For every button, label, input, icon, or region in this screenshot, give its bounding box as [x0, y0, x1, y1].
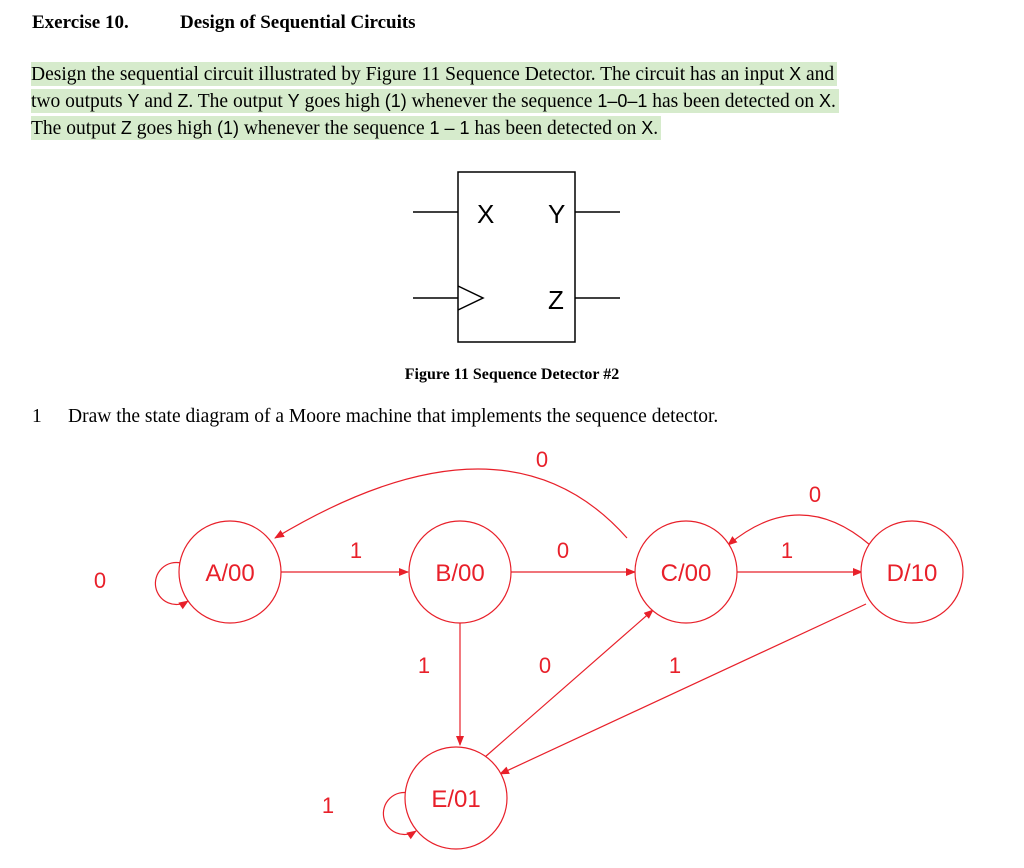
state-a-label: A/00: [205, 560, 255, 587]
desc3-t2: goes high: [131, 118, 217, 139]
desc2-t3: . The output: [188, 91, 288, 112]
desc3-c3: 1 – 1: [429, 118, 470, 138]
label-c-to-d: 1: [780, 538, 794, 563]
desc1-after: and: [801, 64, 835, 85]
desc2-c3: Y: [287, 91, 300, 111]
label-e-to-c: 0: [538, 653, 552, 678]
edge-e-to-c: [485, 610, 653, 757]
desc2-c6: X: [819, 91, 832, 111]
desc1-before: Design the sequential circuit illustrated by Figure 11 Sequence Detector. The circuit has an input: [31, 64, 790, 85]
label-c-to-a: 0: [535, 447, 549, 472]
edge-d-to-c: [728, 515, 870, 545]
desc2-t4: goes high: [299, 91, 385, 112]
state-a: [179, 521, 281, 623]
desc3-t5: .: [653, 118, 659, 139]
desc2-c4: (1): [384, 91, 407, 111]
label-e-self: 1: [321, 793, 335, 818]
state-d-label: D/10: [886, 560, 938, 587]
exercise-number: Exercise 10.: [32, 12, 129, 33]
exercise-title: Design of Sequential Circuits: [180, 12, 416, 33]
block-output-z-label: Z: [548, 285, 564, 315]
desc1-code-x: X: [789, 64, 802, 84]
state-b-label: B/00: [435, 560, 485, 587]
desc3-c1: Z: [120, 118, 132, 138]
state-c-label: C/00: [660, 560, 712, 587]
desc2-t2: and: [139, 91, 178, 112]
desc2-t7: .: [831, 91, 836, 112]
label-a-to-b: 1: [349, 538, 363, 563]
desc3-t4: has been detected on: [469, 118, 642, 139]
desc3-t3: whenever the sequence: [238, 118, 430, 139]
figure-caption: Figure 11 Sequence Detector #2: [404, 366, 620, 383]
label-b-to-e: 1: [417, 653, 431, 678]
desc2-t6: has been detected on: [647, 91, 820, 112]
desc2-c2: Z: [177, 91, 189, 111]
task-text: Draw the state diagram of a Moore machine that implements the sequence detector.: [68, 406, 719, 427]
desc3-c2: (1): [216, 118, 239, 138]
desc2-t1: two outputs: [31, 91, 128, 112]
label-d-to-c: 0: [808, 482, 822, 507]
desc3-t1: The output: [31, 118, 121, 139]
task-number: 1: [32, 406, 42, 427]
block-output-y-label: Y: [548, 199, 566, 229]
state-e: [405, 747, 507, 849]
state-d: [861, 521, 963, 623]
label-b-to-c: 0: [556, 538, 570, 563]
label-d-to-e: 1: [668, 653, 682, 678]
desc3-c4: X: [641, 118, 654, 138]
state-c: [635, 521, 737, 623]
label-a-self: 0: [93, 568, 107, 593]
desc2-c1: Y: [127, 91, 140, 111]
block-input-x-label: X: [477, 199, 495, 229]
edge-d-to-e: [500, 604, 866, 774]
desc2-c5: 1–0–1: [597, 91, 648, 111]
state-b: [409, 521, 511, 623]
desc2-t5: whenever the sequence: [406, 91, 598, 112]
state-e-label: E/01: [431, 786, 481, 813]
